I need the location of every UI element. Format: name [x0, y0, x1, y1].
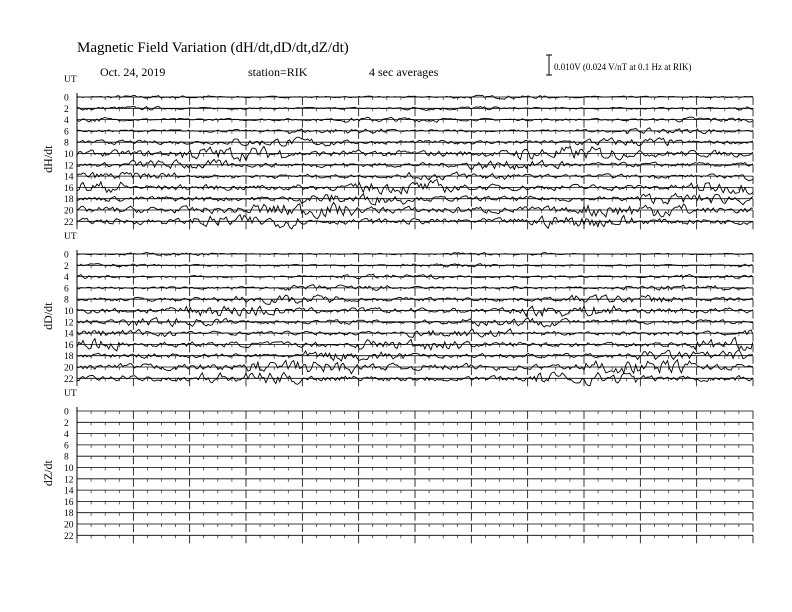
hour-label: 14: [64, 486, 74, 497]
hour-label: 12: [64, 318, 74, 329]
hour-label: 20: [64, 206, 74, 217]
hour-label: 16: [64, 183, 74, 194]
hour-label: 8: [64, 295, 69, 306]
panel-ylabel: dD/dt: [41, 302, 55, 330]
scale-bar: [546, 55, 552, 75]
hour-label: 18: [64, 509, 74, 520]
hour-label: 14: [64, 329, 74, 340]
averaging-label: 4 sec averages: [369, 65, 439, 79]
hour-label: 18: [64, 352, 74, 363]
hour-label: 4: [64, 273, 69, 284]
hour-label: 2: [64, 261, 69, 272]
panel-dD-dt: [41, 232, 753, 386]
hour-label: 10: [64, 307, 74, 317]
hour-label: 0: [64, 250, 69, 261]
panels-group: [41, 75, 753, 543]
panel-ylabel: dZ/dt: [41, 460, 55, 487]
hour-label: 20: [64, 363, 74, 374]
hour-label: 22: [64, 217, 74, 228]
hour-label: 10: [64, 150, 74, 160]
hour-label: 2: [64, 418, 69, 429]
hour-label: 8: [64, 138, 69, 149]
hour-label: 2: [64, 104, 69, 115]
panel-dH-dt: [41, 75, 753, 229]
hour-label: 6: [64, 284, 69, 295]
scale-bar-label: 0.010V (0.024 V/nT at 0.1 Hz at RIK): [554, 62, 692, 72]
hour-label: 16: [64, 497, 74, 508]
hour-label: 0: [64, 407, 69, 418]
hour-label: 12: [64, 161, 74, 172]
station-label: station=RIK: [248, 65, 308, 79]
hour-label: 12: [64, 475, 74, 486]
hour-label: 10: [64, 464, 74, 474]
hour-label: 22: [64, 531, 74, 542]
hour-label: 4: [64, 430, 69, 441]
date-label: Oct. 24, 2019: [100, 65, 166, 79]
hour-label: 8: [64, 452, 69, 463]
ut-label: UT: [64, 389, 77, 399]
ut-label: UT: [64, 232, 77, 242]
hour-label: 6: [64, 441, 69, 452]
hour-label: 16: [64, 340, 74, 351]
hour-label: 22: [64, 374, 74, 385]
hour-label: 4: [64, 116, 69, 127]
panel-dZ-dt: [41, 389, 753, 543]
ut-label: UT: [64, 75, 77, 85]
chart-title: Magnetic Field Variation (dH/dt,dD/dt,dZ/dt): [77, 40, 349, 56]
hour-label: 18: [64, 195, 74, 206]
hour-label: 0: [64, 93, 69, 104]
hour-label: 14: [64, 172, 74, 183]
hour-label: 20: [64, 520, 74, 531]
hour-label: 6: [64, 127, 69, 138]
panel-ylabel: dH/dt: [41, 145, 55, 173]
